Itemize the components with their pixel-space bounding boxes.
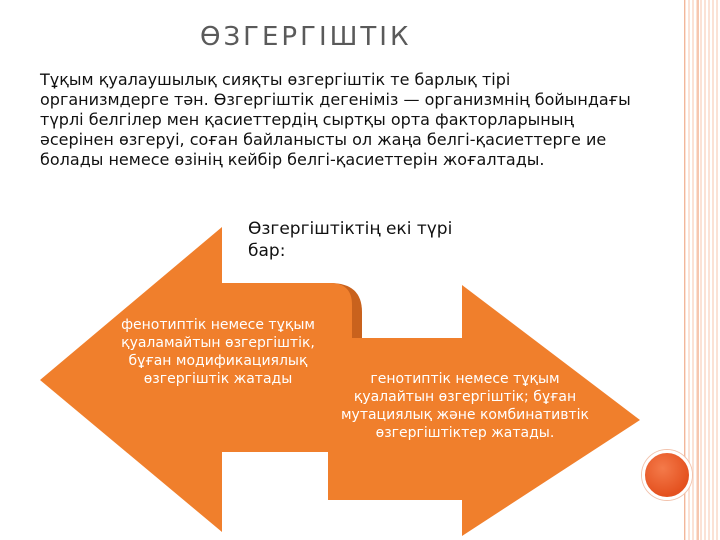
left-arrow-text: фенотиптік немесе тұқым қуаламайтын өзгергіштік, бұған модификациялық өзгергіштік жатады <box>121 317 315 387</box>
intro-paragraph: Тұқым қуалаушылық сияқты өзгергіштік те барлық тірі организмдерге тән. Өзгергіштік дегеніміз — организмнің бойындағы түрлі белгілер мен қасиеттердің сыртқы орта факторларының әсерінен өзгеруі, соған байланысты ол жаңа белгі-қасиеттерге ие болады немесе өзінің кейбір белгі-қасиеттерін жоғалтады. <box>40 70 631 169</box>
subheading: Өзгергіштіктің екі түрі бар: <box>248 219 453 261</box>
right-arrow-text: генотиптік немесе тұқым қуалайтын өзгергіштік; бұған мутациялық және комбинативтік өзгергіштіктер жатады. <box>340 371 590 441</box>
slide-title: ӨЗГЕРГІШТІК <box>200 22 412 52</box>
